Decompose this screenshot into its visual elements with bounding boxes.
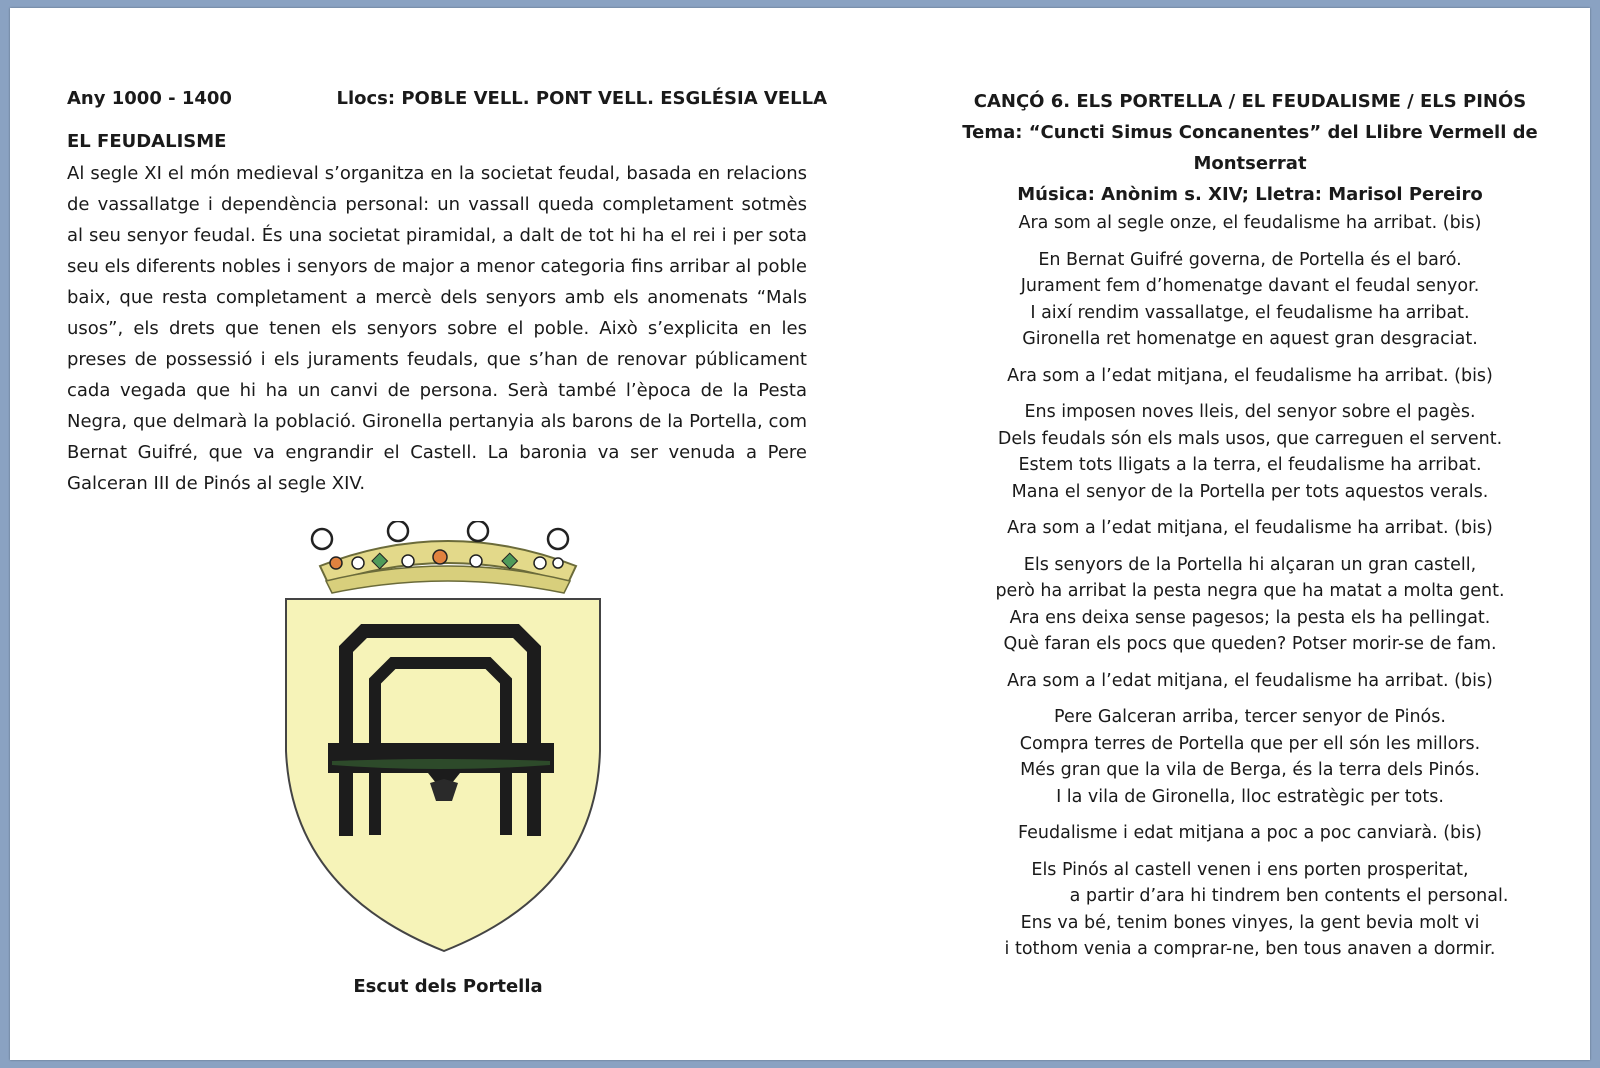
refrain: Ara som a l’edat mitjana, el feudalisme ha arribat. (bis) — [1007, 365, 1493, 386]
shield-illustration — [278, 521, 618, 971]
lyric-line: Ens va bé, tenim bones vinyes, la gent bevia molt vi — [1020, 912, 1480, 933]
stanza — [910, 399, 1590, 505]
document-page — [10, 8, 1590, 1060]
places-label: Llocs: POBLE VELL. PONT VELL. ESGLÉSIA VELLA — [336, 88, 827, 109]
lyric-line: Els Pinós al castell venen i ens porten prosperitat, — [1031, 859, 1469, 880]
song-column — [910, 86, 1590, 963]
stanza — [910, 552, 1590, 658]
lyric-line: I la vila de Gironella, lloc estratègic per tots. — [1056, 786, 1444, 807]
header-row — [67, 88, 827, 118]
lyric-line: Mana el senyor de la Portella per tots aquestos verals. — [1011, 481, 1489, 502]
lyric-line: Els senyors de la Portella hi alçaran un gran castell, — [1023, 554, 1477, 575]
lyric-line: En Bernat Guifré governa, de Portella és el baró. — [1038, 249, 1462, 270]
lyric-line: Més gran que la vila de Berga, és la terra dels Pinós. — [1020, 760, 1480, 780]
lyric-line: Dels feudals són els mals usos, que carreguen el servent. — [997, 428, 1503, 449]
lyric-line: Què faran els pocs que queden? Potser morir-se de fam. — [1003, 634, 1497, 654]
lyric-line: Compra terres de Portella que per ell són les millors. — [1019, 733, 1481, 754]
song-title: CANÇÓ 6. ELS PORTELLA / EL FEUDALISME / ELS PINÓS — [973, 91, 1527, 112]
stanza — [910, 247, 1590, 353]
refrain: Ara som a l’edat mitjana, el feudalisme ha arribat. (bis) — [1007, 670, 1493, 691]
stanza — [910, 704, 1590, 810]
lyric-line: Gironella ret homenatge en aquest gran desgraciat. — [1022, 329, 1478, 349]
refrain: Ara som al segle onze, el feudalisme ha arribat. (bis) — [1018, 213, 1482, 233]
intro-paragraph: Al segle XI el món medieval s’organitza en la societat feudal, basada en relacions de vassallatge i dependència personal: un vassall queda completament sotmès al seu senyor feudal. És una societat piramidal, a dalt de tot hi ha el rei i per sota seu els diferents nobles i senyors de major a menor categoria fins arribar al poble baix, que resta completament a mercè dels senyors amb els anomenats “Mals usos”, els drets que tenen els senyors sobre el poble. Això s’explicita en les preses de possessió i els juraments feudals, que s’han de renovar públicament cada vegada que hi ha un canvi de persona. Serà també l’època de la Pesta Negra, que delmarà la població. Gironella pertanyia als barons de la Portella, com Bernat Guifré, que va engrandir el Castell. La baronia va ser venuda a Pere Galceran III de Pinós al segle XIV. — [67, 163, 807, 494]
refrain: Ara som a l’edat mitjana, el feudalisme ha arribat. (bis) — [1007, 518, 1493, 538]
lyric-line: Estem tots lligats a la terra, el feudalisme ha arribat. — [1018, 455, 1482, 475]
years-label: Any 1000 - 1400 — [67, 88, 232, 109]
lyric-line: Ens imposen noves lleis, del senyor sobre el pagès. — [1024, 402, 1476, 422]
song-theme: Tema: “Cuncti Simus Concanentes” del Llibre Vermell de Montserrat — [962, 122, 1538, 174]
lyric-line: I així rendim vassallatge, el feudalisme ha arribat. — [1030, 302, 1470, 323]
coat-of-arms-caption: Escut dels Portella — [353, 976, 543, 997]
crown-icon — [312, 521, 576, 593]
lyric-line: a partir d’ara hi tindrem ben contents el personal. — [1069, 886, 1509, 906]
lyric-line: Pere Galceran arriba, tercer senyor de Pinós. — [1054, 707, 1446, 727]
lyric-line: Jurament fem d’homenatge davant el feudal senyor. — [1020, 276, 1480, 296]
stanza — [910, 857, 1590, 963]
lyric-line: Ara ens deixa sense pagesos; la pesta els ha pellingat. — [1009, 607, 1491, 628]
lyric-line: i tothom venia a comprar-ne, ben tous anaven a dormir. — [1004, 939, 1496, 959]
lyric-line: però ha arribat la pesta negra que ha matat a molta gent. — [995, 581, 1505, 601]
refrain: Feudalisme i edat mitjana a poc a poc canviarà. (bis) — [1018, 823, 1482, 843]
section-title: EL FEUDALISME — [67, 131, 227, 152]
song-credits: Música: Anònim s. XIV; Lletra: Marisol Pereiro — [1017, 184, 1483, 205]
coat-of-arms — [278, 521, 618, 971]
